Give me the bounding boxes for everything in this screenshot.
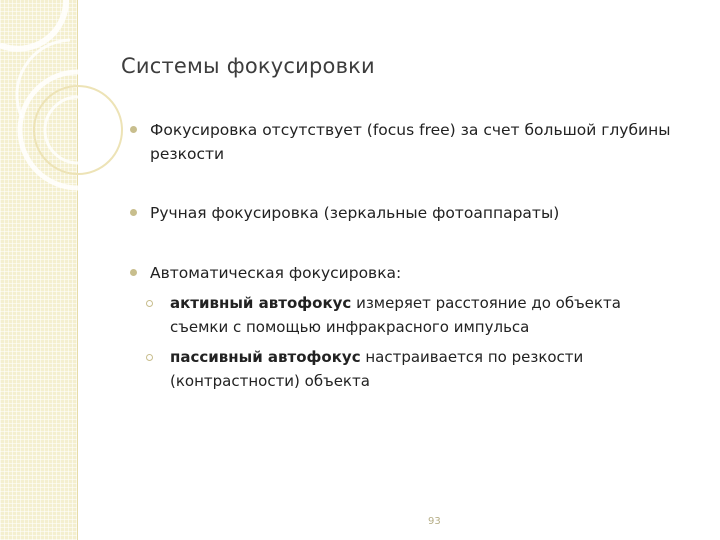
sub-bullet-icon xyxy=(146,354,153,361)
bullet-item xyxy=(130,118,705,166)
sub-bullet-item xyxy=(150,291,670,339)
bullet-item xyxy=(130,201,705,225)
bullet-text: Автоматическая фокусировка: xyxy=(150,264,402,282)
sub-bullet-description: измеряет расстояние до объекта съемки с помощью инфракрасного импульса xyxy=(170,294,621,336)
sub-bullet-term: активный автофокус xyxy=(170,294,352,312)
decorative-circles-graphic xyxy=(0,0,140,540)
bullet-icon xyxy=(130,209,137,216)
sub-bullet-item xyxy=(150,345,670,393)
page-number: 93 xyxy=(428,516,441,527)
bullet-item xyxy=(130,261,705,285)
sub-bullet-description: настраивается по резкости (контрастности) объекта xyxy=(170,348,584,390)
bullet-text: Фокусировка отсутствует (focus free) за счет большой глубины резкости xyxy=(150,121,671,163)
sub-bullet-icon xyxy=(146,300,153,307)
slide-title: Системы фокусировки xyxy=(121,54,375,78)
sub-bullet-term: пассивный автофокус xyxy=(170,348,361,366)
bullet-icon xyxy=(130,269,137,276)
sub-bullet-text xyxy=(170,291,670,339)
bullet-text: Ручная фокусировка (зеркальные фотоаппараты) xyxy=(150,204,560,222)
bullet-icon xyxy=(130,126,137,133)
sub-bullet-text xyxy=(170,345,670,393)
